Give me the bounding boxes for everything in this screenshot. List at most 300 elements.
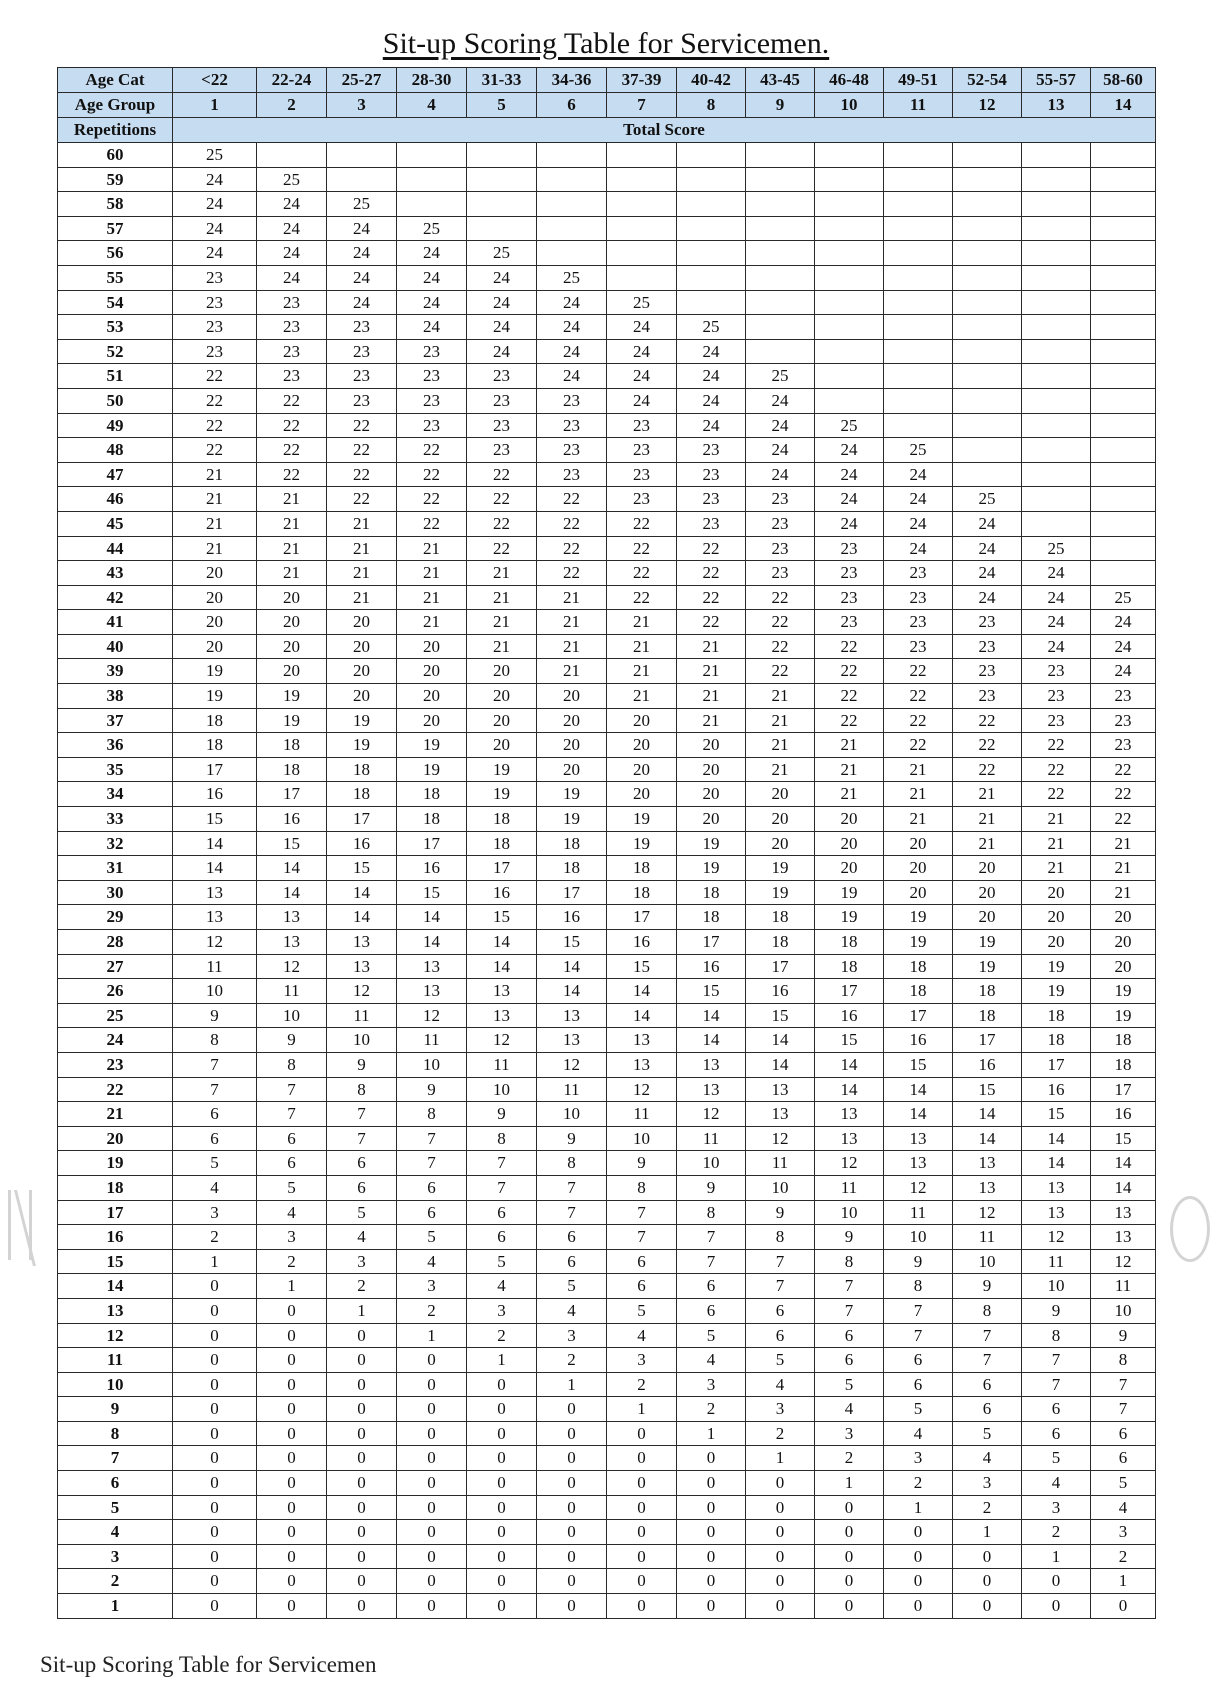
score-cell: 0	[607, 1569, 677, 1594]
age-group-header-row	[58, 93, 1156, 118]
score-cell: 22	[173, 438, 257, 463]
score-cell: 3	[884, 1446, 953, 1471]
score-cell: 14	[257, 880, 327, 905]
score-cell: 0	[397, 1397, 467, 1422]
score-cell	[397, 167, 467, 192]
score-cell: 8	[1091, 1348, 1156, 1373]
score-cell: 19	[1022, 954, 1091, 979]
score-cell	[1091, 438, 1156, 463]
score-cell	[537, 241, 607, 266]
score-cell: 0	[746, 1471, 815, 1496]
score-cell: 21	[1091, 880, 1156, 905]
score-cell	[1022, 315, 1091, 340]
age-cat-cell: 40-42	[677, 68, 746, 93]
score-cell: 20	[397, 684, 467, 709]
score-cell: 14	[1022, 1151, 1091, 1176]
score-cell: 14	[815, 1077, 884, 1102]
table-row	[58, 1175, 1156, 1200]
score-cell: 20	[1022, 930, 1091, 955]
score-cell: 22	[397, 511, 467, 536]
score-cell: 21	[953, 782, 1022, 807]
score-cell: 24	[537, 290, 607, 315]
score-cell: 21	[327, 585, 397, 610]
score-cell: 23	[467, 364, 537, 389]
score-cell: 24	[677, 413, 746, 438]
score-cell: 0	[746, 1594, 815, 1619]
score-cell: 23	[1022, 684, 1091, 709]
repetitions-cell: 37	[58, 708, 173, 733]
score-cell: 15	[537, 930, 607, 955]
score-cell: 20	[884, 880, 953, 905]
score-cell: 11	[1022, 1249, 1091, 1274]
score-cell: 14	[173, 856, 257, 881]
score-cell: 13	[327, 930, 397, 955]
score-cell: 19	[607, 807, 677, 832]
score-cell: 0	[815, 1520, 884, 1545]
score-cell: 22	[1022, 782, 1091, 807]
score-cell: 21	[677, 634, 746, 659]
repetitions-cell: 40	[58, 634, 173, 659]
score-cell: 0	[173, 1348, 257, 1373]
score-cell: 4	[1022, 1471, 1091, 1496]
score-cell: 5	[537, 1274, 607, 1299]
score-cell: 6	[397, 1175, 467, 1200]
score-cell: 2	[884, 1471, 953, 1496]
score-cell	[1022, 511, 1091, 536]
score-cell: 1	[953, 1520, 1022, 1545]
score-cell: 23	[815, 610, 884, 635]
score-cell: 3	[537, 1323, 607, 1348]
score-cell: 3	[953, 1471, 1022, 1496]
score-cell: 5	[884, 1397, 953, 1422]
score-cell: 21	[537, 585, 607, 610]
table-row	[58, 979, 1156, 1004]
score-cell: 0	[173, 1569, 257, 1594]
score-cell: 10	[537, 1102, 607, 1127]
repetitions-cell: 30	[58, 880, 173, 905]
score-cell	[1022, 241, 1091, 266]
score-cell: 1	[1091, 1569, 1156, 1594]
score-cell: 23	[173, 339, 257, 364]
score-cell: 24	[1022, 634, 1091, 659]
repetitions-cell: 52	[58, 339, 173, 364]
score-cell: 14	[746, 1028, 815, 1053]
score-cell: 11	[467, 1052, 537, 1077]
score-cell: 22	[257, 462, 327, 487]
score-cell: 24	[1022, 585, 1091, 610]
score-cell: 2	[467, 1323, 537, 1348]
score-cell: 1	[397, 1323, 467, 1348]
score-cell	[746, 241, 815, 266]
score-cell: 15	[746, 1003, 815, 1028]
score-cell: 14	[397, 905, 467, 930]
score-cell: 14	[953, 1126, 1022, 1151]
score-cell	[815, 143, 884, 168]
table-row	[58, 1102, 1156, 1127]
repetitions-cell: 31	[58, 856, 173, 881]
score-cell: 12	[746, 1126, 815, 1151]
score-cell: 22	[953, 757, 1022, 782]
score-cell: 0	[257, 1594, 327, 1619]
score-cell: 0	[257, 1446, 327, 1471]
score-cell: 0	[677, 1471, 746, 1496]
score-cell: 24	[397, 241, 467, 266]
score-cell: 21	[1091, 831, 1156, 856]
score-cell: 20	[1022, 880, 1091, 905]
repetitions-cell: 55	[58, 265, 173, 290]
score-cell	[1091, 536, 1156, 561]
score-cell: 21	[884, 782, 953, 807]
score-cell: 22	[884, 733, 953, 758]
score-cell: 25	[953, 487, 1022, 512]
score-cell: 13	[467, 1003, 537, 1028]
age-group-label: Age Group	[58, 93, 173, 118]
score-cell	[537, 167, 607, 192]
score-cell: 23	[257, 339, 327, 364]
score-cell: 2	[327, 1274, 397, 1299]
score-cell: 6	[953, 1397, 1022, 1422]
score-cell: 19	[953, 954, 1022, 979]
score-cell: 0	[677, 1495, 746, 1520]
score-cell: 23	[884, 634, 953, 659]
score-cell: 24	[173, 167, 257, 192]
score-cell	[257, 143, 327, 168]
score-cell: 0	[537, 1471, 607, 1496]
score-cell: 21	[815, 733, 884, 758]
score-cell: 10	[397, 1052, 467, 1077]
score-cell: 16	[884, 1028, 953, 1053]
score-cell: 12	[173, 930, 257, 955]
score-cell: 20	[884, 856, 953, 881]
score-cell: 15	[607, 954, 677, 979]
score-cell: 20	[327, 684, 397, 709]
score-cell	[607, 216, 677, 241]
score-cell: 23	[746, 487, 815, 512]
score-cell: 23	[607, 487, 677, 512]
score-cell: 18	[746, 930, 815, 955]
repetitions-cell: 20	[58, 1126, 173, 1151]
score-cell: 0	[327, 1569, 397, 1594]
score-cell: 7	[746, 1249, 815, 1274]
score-cell: 0	[677, 1544, 746, 1569]
score-cell: 7	[1022, 1372, 1091, 1397]
score-cell: 3	[746, 1397, 815, 1422]
score-cell: 0	[607, 1544, 677, 1569]
repetitions-cell: 36	[58, 733, 173, 758]
score-cell: 12	[257, 954, 327, 979]
score-cell	[1091, 216, 1156, 241]
score-cell: 14	[327, 880, 397, 905]
score-cell: 18	[1091, 1028, 1156, 1053]
score-cell: 0	[257, 1397, 327, 1422]
score-cell: 3	[327, 1249, 397, 1274]
score-cell: 20	[746, 807, 815, 832]
score-cell: 0	[173, 1594, 257, 1619]
score-cell: 23	[953, 659, 1022, 684]
score-cell: 6	[953, 1372, 1022, 1397]
score-cell: 1	[884, 1495, 953, 1520]
score-cell: 22	[607, 585, 677, 610]
repetitions-cell: 38	[58, 684, 173, 709]
score-cell: 22	[327, 438, 397, 463]
score-cell: 11	[257, 979, 327, 1004]
score-cell: 21	[173, 462, 257, 487]
score-cell: 22	[397, 438, 467, 463]
age-cat-cell: 31-33	[467, 68, 537, 93]
score-cell: 5	[173, 1151, 257, 1176]
score-cell: 23	[607, 413, 677, 438]
score-cell: 0	[397, 1446, 467, 1471]
score-cell: 9	[953, 1274, 1022, 1299]
score-cell: 23	[1022, 708, 1091, 733]
score-cell: 0	[327, 1397, 397, 1422]
score-cell	[467, 216, 537, 241]
score-cell: 24	[746, 462, 815, 487]
repetitions-cell: 4	[58, 1520, 173, 1545]
score-cell: 23	[1022, 659, 1091, 684]
score-cell: 0	[327, 1372, 397, 1397]
score-cell: 5	[677, 1323, 746, 1348]
age-cat-label: Age Cat	[58, 68, 173, 93]
score-cell: 24	[467, 290, 537, 315]
age-cat-cell: 58-60	[1091, 68, 1156, 93]
score-cell	[537, 216, 607, 241]
score-cell: 16	[397, 856, 467, 881]
score-cell: 9	[467, 1102, 537, 1127]
score-cell	[815, 290, 884, 315]
score-cell	[1091, 315, 1156, 340]
score-cell: 14	[884, 1102, 953, 1127]
score-cell: 23	[327, 388, 397, 413]
score-cell: 23	[746, 511, 815, 536]
table-row	[58, 192, 1156, 217]
score-cell: 23	[953, 634, 1022, 659]
score-cell: 21	[746, 708, 815, 733]
table-row	[58, 1077, 1156, 1102]
score-cell: 1	[537, 1372, 607, 1397]
score-cell: 20	[257, 585, 327, 610]
score-cell: 13	[397, 954, 467, 979]
table-row	[58, 462, 1156, 487]
score-cell	[1091, 561, 1156, 586]
score-cell: 19	[677, 856, 746, 881]
score-cell: 20	[1022, 905, 1091, 930]
score-cell	[1022, 265, 1091, 290]
table-row	[58, 757, 1156, 782]
score-cell: 23	[746, 561, 815, 586]
score-cell: 16	[327, 831, 397, 856]
score-cell: 21	[327, 536, 397, 561]
score-cell	[1022, 339, 1091, 364]
score-cell: 18	[677, 905, 746, 930]
score-cell: 22	[677, 561, 746, 586]
repetitions-header-row	[58, 118, 1156, 143]
table-row	[58, 413, 1156, 438]
score-cell: 22	[397, 487, 467, 512]
score-cell	[677, 265, 746, 290]
score-cell: 23	[397, 339, 467, 364]
age-cat-cell: 37-39	[607, 68, 677, 93]
score-cell: 7	[537, 1175, 607, 1200]
score-cell: 19	[257, 708, 327, 733]
score-cell: 24	[953, 585, 1022, 610]
repetitions-label: Repetitions	[58, 118, 173, 143]
score-cell: 15	[815, 1028, 884, 1053]
score-cell: 22	[1022, 757, 1091, 782]
age-cat-cell: 43-45	[746, 68, 815, 93]
score-cell	[953, 241, 1022, 266]
score-cell: 25	[397, 216, 467, 241]
score-cell: 15	[467, 905, 537, 930]
score-cell	[677, 216, 746, 241]
score-cell: 24	[327, 216, 397, 241]
table-row	[58, 880, 1156, 905]
score-cell: 24	[677, 339, 746, 364]
age-cat-cell: 25-27	[327, 68, 397, 93]
score-cell: 20	[607, 708, 677, 733]
score-cell: 7	[1022, 1348, 1091, 1373]
score-cell: 0	[467, 1397, 537, 1422]
repetitions-cell: 41	[58, 610, 173, 635]
score-cell	[884, 413, 953, 438]
score-cell: 0	[257, 1348, 327, 1373]
table-row	[58, 265, 1156, 290]
table-row	[58, 1348, 1156, 1373]
score-cell: 8	[397, 1102, 467, 1127]
repetitions-cell: 45	[58, 511, 173, 536]
score-cell	[884, 167, 953, 192]
score-cell	[815, 167, 884, 192]
score-cell: 1	[257, 1274, 327, 1299]
repetitions-cell: 22	[58, 1077, 173, 1102]
score-cell: 20	[257, 659, 327, 684]
score-cell: 18	[884, 979, 953, 1004]
score-cell: 18	[327, 782, 397, 807]
repetitions-cell: 57	[58, 216, 173, 241]
score-cell: 7	[677, 1225, 746, 1250]
score-cell	[467, 143, 537, 168]
table-row	[58, 807, 1156, 832]
score-cell: 19	[397, 757, 467, 782]
age-cat-cell: 22-24	[257, 68, 327, 93]
score-cell	[884, 315, 953, 340]
score-cell: 17	[1022, 1052, 1091, 1077]
age-group-cell: 5	[467, 93, 537, 118]
score-cell: 8	[953, 1298, 1022, 1323]
score-cell: 8	[815, 1249, 884, 1274]
repetitions-cell: 11	[58, 1348, 173, 1373]
score-cell: 21	[607, 659, 677, 684]
repetitions-cell: 27	[58, 954, 173, 979]
score-cell: 0	[537, 1421, 607, 1446]
score-cell: 0	[607, 1421, 677, 1446]
score-cell: 20	[173, 561, 257, 586]
score-cell: 20	[607, 757, 677, 782]
score-cell: 13	[1022, 1200, 1091, 1225]
score-cell: 21	[815, 757, 884, 782]
score-cell: 11	[815, 1175, 884, 1200]
page-title: Sit-up Scoring Table for Servicemen.	[382, 27, 830, 60]
score-cell: 24	[257, 265, 327, 290]
total-score-label: Total Score	[173, 118, 1156, 143]
score-cell: 21	[607, 634, 677, 659]
score-cell: 2	[1022, 1520, 1091, 1545]
score-cell: 7	[397, 1151, 467, 1176]
repetitions-cell: 46	[58, 487, 173, 512]
score-cell: 18	[537, 856, 607, 881]
score-cell: 10	[953, 1249, 1022, 1274]
score-cell: 10	[1022, 1274, 1091, 1299]
score-cell: 19	[1091, 1003, 1156, 1028]
score-cell: 18	[257, 733, 327, 758]
score-cell: 16	[953, 1052, 1022, 1077]
score-cell: 23	[327, 339, 397, 364]
score-cell: 12	[953, 1200, 1022, 1225]
score-cell: 19	[1022, 979, 1091, 1004]
score-cell: 0	[173, 1421, 257, 1446]
score-cell	[1091, 487, 1156, 512]
score-cell: 22	[1091, 757, 1156, 782]
score-cell: 0	[746, 1569, 815, 1594]
score-cell: 19	[467, 782, 537, 807]
score-cell: 20	[257, 610, 327, 635]
score-cell	[746, 143, 815, 168]
score-cell: 21	[257, 536, 327, 561]
score-cell: 23	[467, 388, 537, 413]
score-cell: 9	[397, 1077, 467, 1102]
score-cell: 20	[607, 782, 677, 807]
score-cell: 19	[884, 905, 953, 930]
score-cell: 23	[1091, 684, 1156, 709]
score-cell: 9	[327, 1052, 397, 1077]
score-cell: 21	[397, 585, 467, 610]
score-cell: 15	[257, 831, 327, 856]
age-cat-cell: <22	[173, 68, 257, 93]
score-cell: 0	[173, 1298, 257, 1323]
repetitions-cell: 48	[58, 438, 173, 463]
repetitions-cell: 26	[58, 979, 173, 1004]
table-row	[58, 1274, 1156, 1299]
score-cell: 0	[884, 1569, 953, 1594]
score-cell	[1022, 388, 1091, 413]
score-cell	[1091, 192, 1156, 217]
score-cell: 18	[815, 930, 884, 955]
score-cell: 3	[1091, 1520, 1156, 1545]
score-cell: 22	[327, 462, 397, 487]
score-cell: 24	[1091, 659, 1156, 684]
score-cell	[953, 438, 1022, 463]
score-cell: 7	[884, 1298, 953, 1323]
score-cell: 25	[257, 167, 327, 192]
score-cell: 19	[537, 782, 607, 807]
table-row	[58, 1298, 1156, 1323]
score-cell: 2	[815, 1446, 884, 1471]
score-cell: 7	[467, 1175, 537, 1200]
score-cell: 20	[953, 905, 1022, 930]
score-cell: 22	[884, 708, 953, 733]
score-cell: 8	[884, 1274, 953, 1299]
score-cell: 23	[884, 561, 953, 586]
score-cell: 5	[327, 1200, 397, 1225]
score-cell: 7	[815, 1298, 884, 1323]
score-cell: 0	[467, 1495, 537, 1520]
score-cell: 23	[173, 315, 257, 340]
score-cell: 0	[327, 1594, 397, 1619]
score-cell: 24	[884, 511, 953, 536]
score-cell: 7	[173, 1052, 257, 1077]
score-cell: 22	[467, 487, 537, 512]
score-cell: 23	[1091, 708, 1156, 733]
